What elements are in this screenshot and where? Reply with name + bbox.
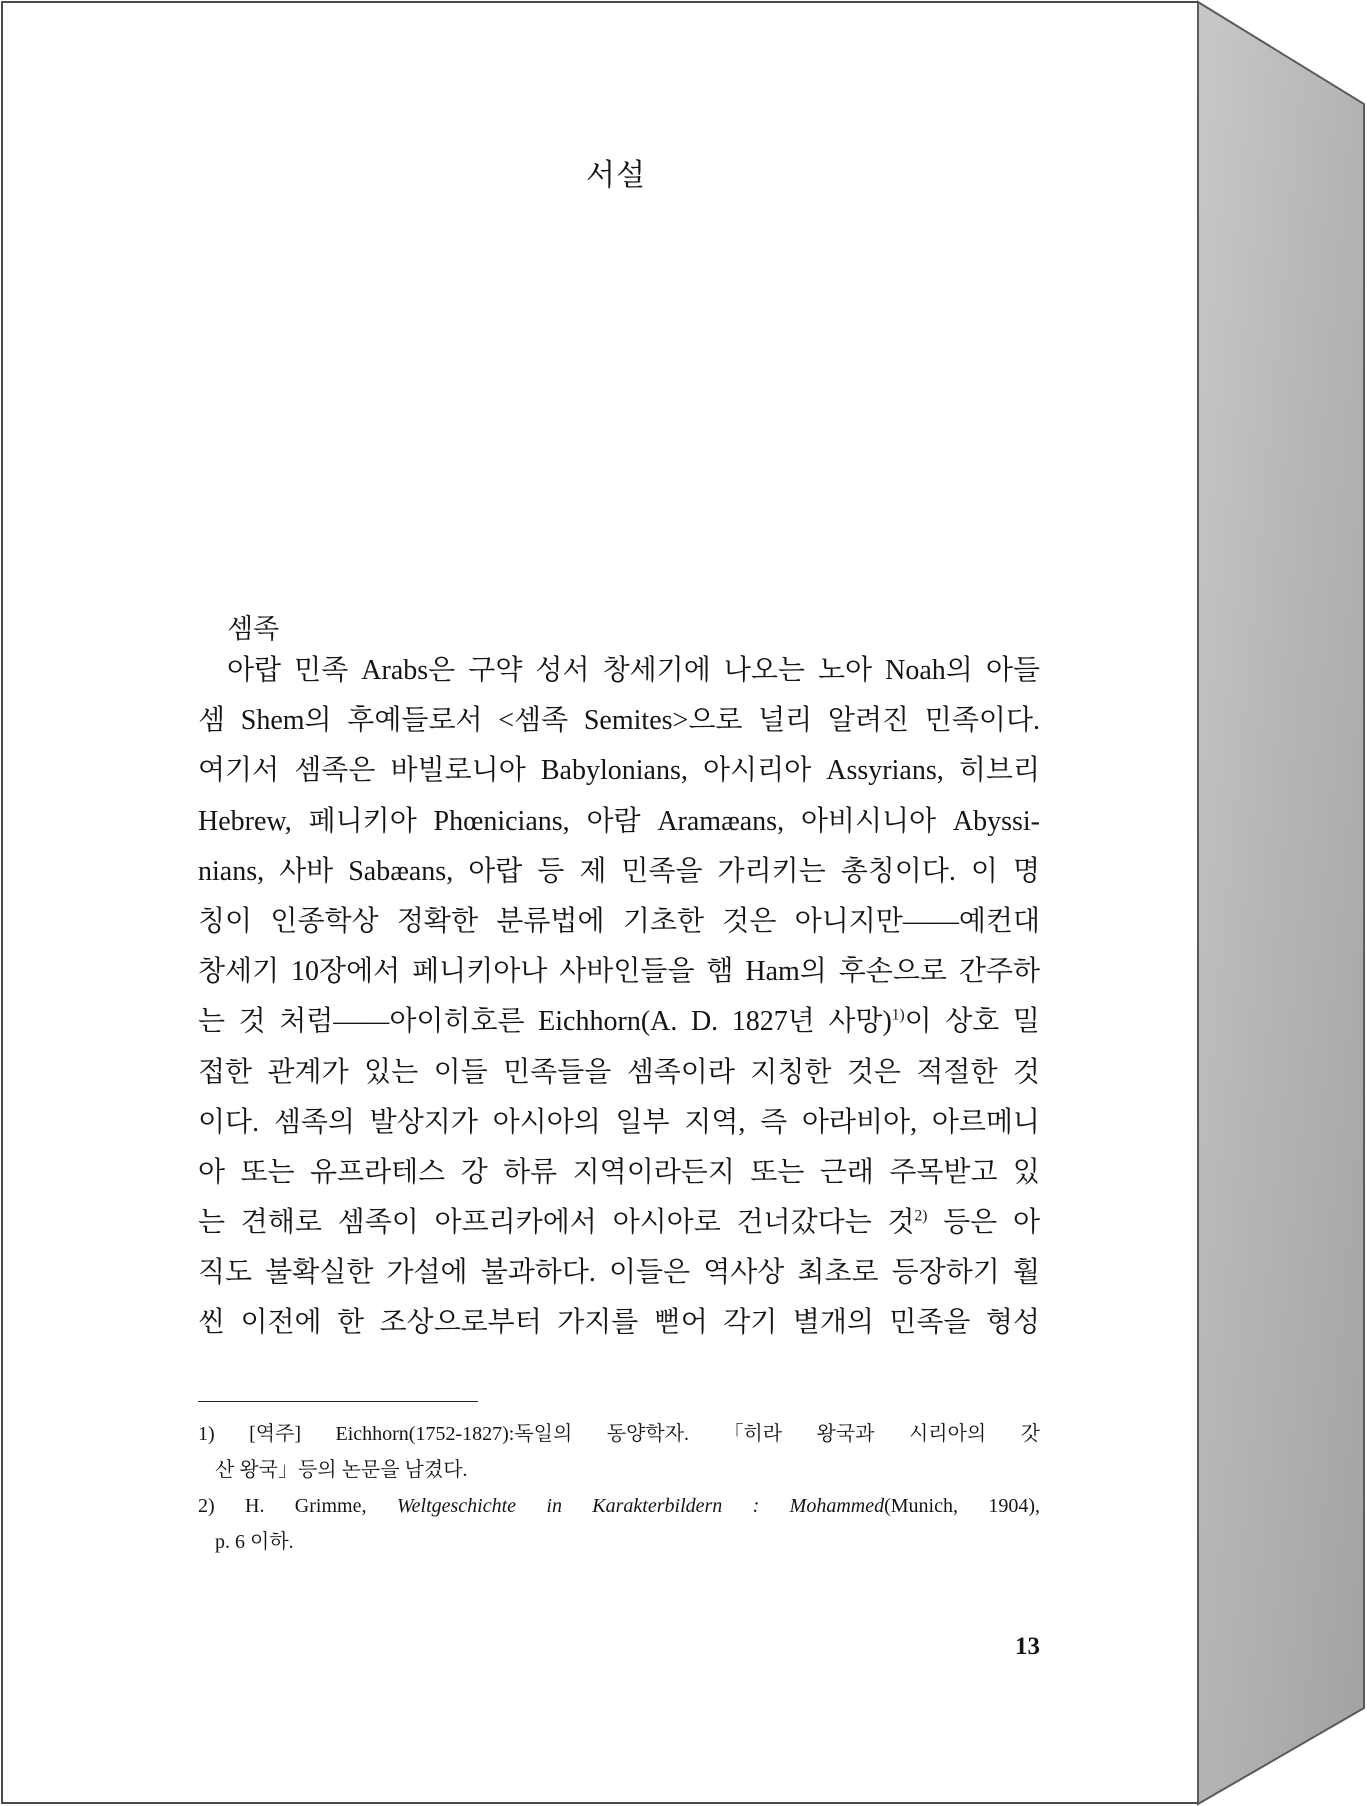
body-line-text: 는 것 처럼——아이히호른 Eichhorn(A. D. 1827년 사망)	[198, 1006, 892, 1038]
footnote-2-title: Weltgeschichte in Karakterbildern : Mohammed	[396, 1495, 885, 1517]
footnote-2-line	[198, 1488, 1040, 1524]
body-line	[198, 1198, 1040, 1248]
footnote-1-line: 1) [역주] Eichhorn(1752-1827):독일의 동양학자. 「히라 왕국과 시리아의 갓	[198, 1423, 1040, 1445]
body-line: 셈 Shem의 후예들로서 <셈족 Semites>으로 널리 알려진 민족이다.	[198, 705, 1040, 737]
body-line: Hebrew, 페니키아 Phœnicians, 아람 Aramæans, 아비시니아 Abyssi-	[198, 805, 1040, 837]
body-line: 아 또는 유프라테스 강 하류 지역이라든지 또는 근래 주목받고 있	[198, 1156, 1040, 1188]
body-text	[198, 646, 1040, 1349]
body-line: 여기서 셈족은 바빌로니아 Babylonians, 아시리아 Assyrians, 히브리	[198, 755, 1040, 787]
page-title: 서설	[586, 158, 646, 193]
body-line: 이다. 셈족의 발상지가 아시아의 일부 지역, 즉 아라비아, 아르메니	[198, 1106, 1040, 1138]
body-line-text: 등은 아	[927, 1207, 1040, 1239]
body-line: 창세기 10장에서 페니키아나 사바인들을 햄 Ham의 후손으로 간주하	[198, 956, 1040, 988]
footnote-rule	[198, 1401, 478, 1402]
body-line: 접한 관계가 있는 이들 민족들을 셈족이라 지칭한 것은 적절한 것	[198, 1056, 1040, 1088]
body-line: nians, 사바 Sabæans, 아랍 등 제 민족을 가리키는 총칭이다. 이 명	[198, 855, 1040, 887]
footnote-2-publication: (Munich, 1904),	[884, 1495, 1040, 1517]
footnote-2-author: 2) H. Grimme,	[198, 1495, 397, 1517]
footnote-2-line: p. 6 이하.	[215, 1531, 294, 1553]
footnotes	[198, 1416, 1040, 1560]
body-line: 직도 불확실한 가설에 불과하다. 이들은 역사상 최초로 등장하기 훨	[198, 1257, 1040, 1289]
book-edge	[1198, 2, 1364, 1804]
body-line: 칭이 인종학상 정확한 분류법에 기초한 것은 아니지만——예컨대	[198, 905, 1040, 937]
page-number: 13	[1015, 1633, 1040, 1660]
footnote-ref-2: 2)	[914, 1207, 928, 1225]
body-line: 씬 이전에 한 조상으로부터 가지를 뻗어 각기 별개의 민족을 형성	[198, 1307, 1040, 1339]
footnote-ref-1: 1)	[891, 1006, 905, 1024]
footnote-1-line: 산 왕국」등의 논문을 남겼다.	[215, 1459, 468, 1481]
body-line	[198, 997, 1040, 1047]
body-line-text: 는 견해로 셈족이 아프리카에서 아시아로 건너갔다는 것	[198, 1207, 915, 1239]
section-heading: 셈족	[227, 614, 280, 645]
body-line: 아랍 민족 Arabs은 구약 성서 창세기에 나오는 노아 Noah의 아들	[227, 655, 1040, 686]
body-line-text: 이 상호 밀	[904, 1006, 1040, 1038]
